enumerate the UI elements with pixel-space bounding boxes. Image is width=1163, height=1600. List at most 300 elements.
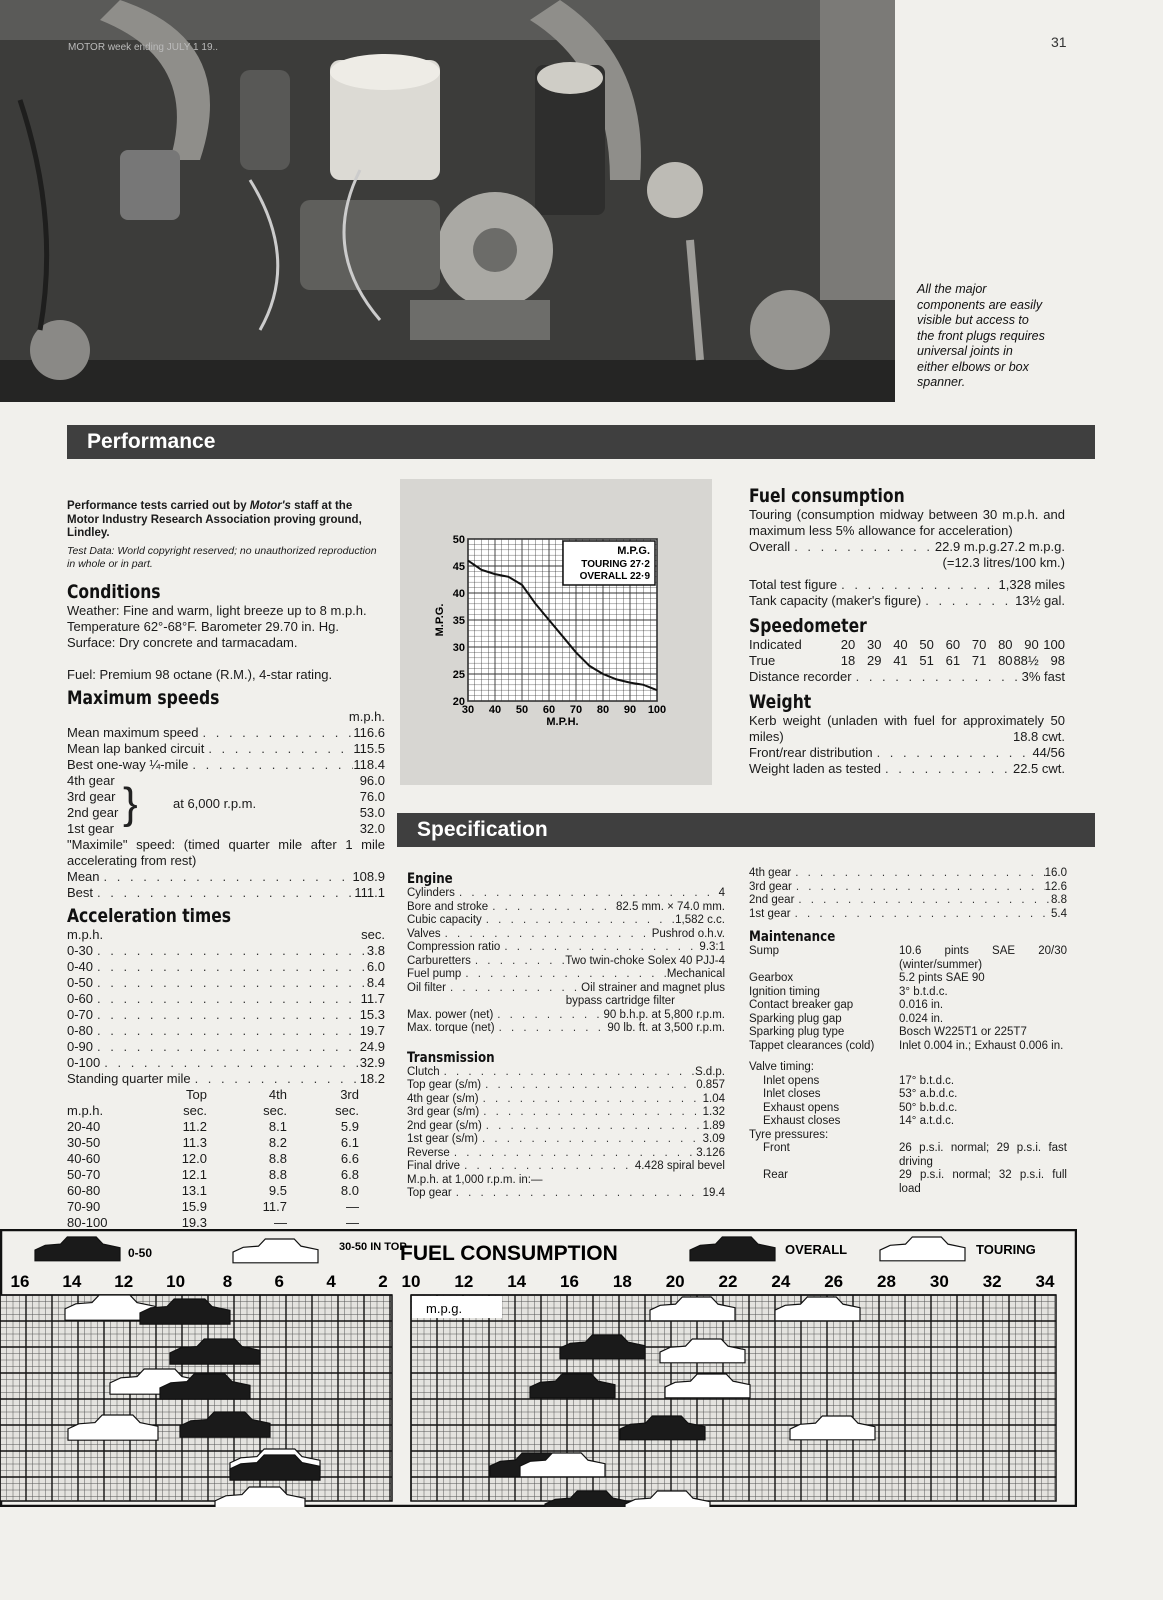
engine-row-value: 1,582 c.c. bbox=[675, 914, 725, 926]
engine-power-row-value: 90 b.h.p. at 5,800 r.p.m. bbox=[603, 1008, 725, 1021]
accel-row-value: 18.2 bbox=[359, 1070, 385, 1086]
mpg-chart-title: M.P.G. bbox=[617, 545, 650, 557]
accel-head-sec: sec. bbox=[361, 926, 385, 942]
fuel-touring-value: 27.2 m.p.g. bbox=[999, 539, 1065, 554]
accel-row-label: 0-80 bbox=[67, 1022, 94, 1038]
weight-row-value: 22.5 cwt. bbox=[1012, 761, 1065, 776]
engine-row-value: 82.5 mm. × 74.0 mm. bbox=[616, 900, 725, 913]
fuel-right-tick: 32 bbox=[982, 1272, 1002, 1291]
maximum-speeds-title: Maximum speeds bbox=[67, 686, 220, 709]
mpg-x-tick: 50 bbox=[515, 704, 529, 716]
kerb-weight bbox=[749, 713, 1065, 745]
gear-accel-cell: — bbox=[346, 1214, 359, 1230]
gear-accel-cell: 15.9 bbox=[181, 1198, 207, 1214]
dot-leader bbox=[791, 867, 1044, 881]
fuel-left-tick: 16 bbox=[10, 1272, 30, 1291]
dot-leader bbox=[500, 941, 699, 955]
accel-row-value: 3.8 bbox=[366, 942, 385, 958]
speedometer-table bbox=[749, 637, 1065, 669]
accel-row-value: 19.7 bbox=[359, 1022, 385, 1038]
speedo-indicated bbox=[749, 637, 1065, 653]
fuel-intro: Touring (consumption midway between 30 m.p.h. and maximum less 5% allowance for acceleration) bbox=[749, 507, 1065, 538]
gear-speed-row-3 bbox=[67, 821, 385, 837]
dot-leader bbox=[873, 745, 1033, 761]
fuel-right-tick: 34 bbox=[1035, 1272, 1055, 1291]
gear-accel-row-3 bbox=[67, 1167, 385, 1183]
speedo-indicated-value: 80 bbox=[998, 637, 1013, 652]
gear-speed-row-value: 76.0 bbox=[359, 788, 385, 804]
weight-rows bbox=[749, 745, 1065, 777]
gear-acceleration-table bbox=[67, 1087, 385, 1231]
dot-leader bbox=[478, 1133, 703, 1147]
transmission-row-value: 1.04 bbox=[702, 1092, 725, 1105]
weight-row-label: Front/rear distribution bbox=[749, 745, 873, 760]
dot-leader bbox=[93, 991, 361, 1007]
maximile-text: "Maximile" speed: (timed quarter mile after 1 mile accelerating from rest) bbox=[67, 836, 385, 868]
mpg-y-tick: 30 bbox=[452, 642, 465, 654]
engine-power-row-value: 90 lb. ft. at 3,500 r.p.m. bbox=[607, 1022, 725, 1034]
transmission-row-label: Reverse bbox=[407, 1146, 450, 1159]
performance-title: Performance bbox=[87, 430, 216, 453]
mpg-x-tick: 90 bbox=[623, 704, 637, 716]
speedo-true bbox=[749, 653, 1065, 669]
gear-accel-cell: 8.2 bbox=[268, 1134, 287, 1150]
max-speed-unit: m.p.h. bbox=[348, 708, 385, 724]
fuel-left-tick: 12 bbox=[114, 1272, 134, 1291]
gear-speed-row-label: 2nd gear bbox=[67, 804, 119, 820]
gear-note: at 6,000 r.p.m. bbox=[173, 795, 257, 811]
engine-power-row-label: Max. torque (net) bbox=[407, 1022, 495, 1034]
gear-accel-cell: 4th bbox=[268, 1086, 287, 1102]
top-gear-value: 19.4 bbox=[702, 1187, 725, 1199]
engine-photo-illustration bbox=[0, 0, 895, 402]
valve-value: 17° b.t.d.c. bbox=[899, 1074, 955, 1087]
engine-row-label: Compression ratio bbox=[407, 941, 501, 953]
gear-accel-cell: 20-40 bbox=[67, 1118, 101, 1134]
engine-row-label: Oil filter bbox=[407, 981, 446, 994]
dot-leader bbox=[479, 1106, 702, 1120]
acceleration-header bbox=[67, 927, 385, 943]
mpg-y-tick: 20 bbox=[452, 696, 465, 708]
gear-accel-cell: 11.2 bbox=[182, 1118, 207, 1134]
performance-banner bbox=[67, 425, 1095, 459]
transmission-title: Transmission bbox=[407, 1049, 495, 1066]
speedo-indicated-value: 100 bbox=[1043, 637, 1065, 652]
fuel-rows bbox=[749, 577, 1065, 609]
maintenance-row-label: Tappet clearances (cold) bbox=[749, 1039, 875, 1052]
accel-row-label: 0-50 bbox=[67, 974, 94, 990]
engine-row-label: Fuel pump bbox=[407, 968, 462, 980]
mpg-x-tick: 70 bbox=[569, 704, 583, 716]
valve-label: Exhaust closes bbox=[763, 1115, 841, 1127]
tyre-label: Rear bbox=[763, 1169, 788, 1181]
accel-row-label: 0-40 bbox=[67, 958, 94, 974]
fuel-row-label: Total test figure bbox=[749, 577, 838, 592]
engine-row-value: 4 bbox=[718, 887, 725, 899]
gear-ratio-row-3 bbox=[749, 908, 1067, 922]
valve-value: 53° a.b.d.c. bbox=[899, 1088, 958, 1100]
performance-intro bbox=[67, 500, 385, 541]
dot-leader bbox=[100, 869, 353, 885]
gear-speeds bbox=[67, 773, 385, 837]
speedo-true-value: 71 bbox=[971, 653, 987, 668]
fuel-right-tick: 20 bbox=[665, 1272, 685, 1291]
speedo-indicated-value: 60 bbox=[945, 637, 961, 652]
maintenance-row-label: Sparking plug gap bbox=[749, 1012, 842, 1025]
gear-ratio-rows bbox=[749, 867, 1067, 921]
engine-row-1 bbox=[407, 901, 725, 915]
max-speed-row-2 bbox=[67, 757, 385, 773]
transmission-row-0 bbox=[407, 1066, 725, 1080]
transmission-row-value: 3.09 bbox=[702, 1133, 725, 1145]
accel-row-value: 11.7 bbox=[360, 990, 385, 1006]
maintenance-row-1 bbox=[749, 972, 1067, 986]
dot-leader bbox=[100, 1055, 359, 1071]
mpg-chart bbox=[400, 479, 712, 785]
engine-power-row-label: Max. power (net) bbox=[407, 1008, 494, 1021]
speedo-indicated-value: 50 bbox=[919, 637, 934, 652]
valve-row-2 bbox=[749, 1102, 1067, 1116]
dot-leader bbox=[493, 1009, 603, 1023]
accel-row-value: 6.0 bbox=[366, 958, 385, 974]
valve-value: 14° a.t.d.c. bbox=[899, 1115, 955, 1127]
dot-leader bbox=[93, 1023, 360, 1039]
mpg-y-tick: 35 bbox=[452, 615, 465, 627]
gear-ratio-row-value: 16.0 bbox=[1044, 867, 1067, 879]
mpg-x-label: M.P.H. bbox=[546, 716, 579, 728]
dot-leader bbox=[93, 1039, 360, 1055]
accel-row-0 bbox=[67, 943, 385, 959]
mpg-y-label: M.P.G. bbox=[434, 603, 446, 637]
gear-speed-row-label: 3rd gear bbox=[67, 788, 116, 804]
gear-speed-row-label: 4th gear bbox=[67, 772, 115, 788]
accel-row-3 bbox=[67, 991, 385, 1007]
mpg-y-tick: 25 bbox=[452, 669, 465, 681]
dot-leader bbox=[488, 901, 616, 915]
accel-row-value: 15.3 bbox=[359, 1006, 385, 1022]
max-speed-row-label: Mean maximum speed bbox=[67, 724, 199, 740]
gear-accel-cell: m.p.h. bbox=[67, 1102, 104, 1118]
accel-row-1 bbox=[67, 959, 385, 975]
dot-leader bbox=[461, 968, 666, 982]
maintenance-row-value: Bosch W225T1 or 225T7 bbox=[899, 1026, 1027, 1038]
mpg-x-tick: 60 bbox=[542, 704, 556, 716]
speedometer-title: Speedometer bbox=[749, 615, 867, 637]
valve-row-0 bbox=[749, 1075, 1067, 1089]
max-speed-row-label: Mean lap banked circuit bbox=[67, 740, 205, 756]
mpg-y-tick: 45 bbox=[452, 561, 465, 573]
maintenance-row-5 bbox=[749, 1026, 1067, 1040]
fuel-right-tick: 22 bbox=[718, 1272, 738, 1291]
engine-power-row-0 bbox=[407, 1009, 725, 1023]
valve-label: Inlet closes bbox=[763, 1088, 821, 1100]
maintenance-row-value: 3° b.t.d.c. bbox=[899, 985, 948, 998]
gear-accel-row-0 bbox=[67, 1119, 385, 1135]
accel-row-value: 8.4 bbox=[366, 974, 385, 990]
fuel-right-tick: 24 bbox=[771, 1272, 791, 1291]
dot-leader bbox=[455, 887, 719, 901]
speedo-true-value: 98 bbox=[1050, 653, 1065, 668]
transmission-row-label: 3rd gear (s/m) bbox=[407, 1106, 480, 1118]
dot-leader bbox=[495, 1022, 608, 1036]
intro-part-2: staff at the Motor Industry Research Association proving ground, Lindley. bbox=[67, 500, 362, 539]
mpg-x-tick: 100 bbox=[647, 704, 667, 716]
engine-power-row-1 bbox=[407, 1022, 725, 1036]
maintenance-row-6 bbox=[749, 1040, 1067, 1054]
transmission-rows bbox=[407, 1066, 725, 1174]
gear-accel-cell: sec. bbox=[263, 1102, 287, 1118]
transmission-row-label: Final drive bbox=[407, 1160, 461, 1172]
gear-ratio-row-label: 3rd gear bbox=[749, 880, 792, 893]
engine-power-rows bbox=[407, 1009, 725, 1036]
dot-leader bbox=[482, 1120, 703, 1134]
speedo-indicated-label: Indicated bbox=[749, 637, 802, 652]
mpg-x-tick: 80 bbox=[596, 704, 610, 716]
maintenance-row-value: 0.016 in. bbox=[899, 999, 944, 1011]
weight-row-label: Weight laden as tested bbox=[749, 761, 882, 776]
transmission-row-label: 4th gear (s/m) bbox=[407, 1092, 479, 1105]
gear-accel-row-2 bbox=[67, 1151, 385, 1167]
dot-leader bbox=[837, 577, 998, 593]
weight-row-1 bbox=[749, 761, 1065, 777]
transmission-row-value: 0.857 bbox=[696, 1079, 725, 1091]
engine-row-4 bbox=[407, 941, 725, 955]
accel-row-label: 0-100 bbox=[67, 1054, 101, 1070]
accel-row-6 bbox=[67, 1039, 385, 1055]
gear-ratio-row-2 bbox=[749, 894, 1067, 908]
maintenance-row-value: 10.6 pints SAE 20/30 (winter/summer) bbox=[899, 945, 1067, 971]
engine-row-label: Bore and stroke bbox=[407, 900, 489, 913]
weight-row-0 bbox=[749, 745, 1065, 761]
maintenance-row-2 bbox=[749, 986, 1067, 1000]
fuel-chart-title: FUEL CONSUMPTION bbox=[400, 1242, 618, 1265]
fuel-consumption-title: Fuel consumption bbox=[749, 485, 905, 507]
fuel-left-tick: 6 bbox=[274, 1272, 285, 1291]
dot-leader bbox=[440, 1066, 695, 1080]
maximile-row-1 bbox=[67, 885, 385, 901]
gear-accel-row-5 bbox=[67, 1199, 385, 1215]
transmission-row-label: 1st gear (s/m) bbox=[407, 1133, 478, 1145]
engine-row-0 bbox=[407, 887, 725, 901]
legend-30-50-in-top: 30-50 IN TOP bbox=[339, 1241, 407, 1253]
gear-ratio-row-value: 8.8 bbox=[1051, 894, 1067, 906]
oil-filter-extra: bypass cartridge filter bbox=[565, 995, 675, 1007]
specification-banner bbox=[397, 813, 1095, 847]
maintenance-row-value: 0.024 in. bbox=[899, 1012, 944, 1025]
accel-row-2 bbox=[67, 975, 385, 991]
fuel-overall-value: 22.9 m.p.g. bbox=[934, 539, 1000, 554]
valve-label: Inlet opens bbox=[763, 1074, 820, 1087]
tyre-value: 29 p.s.i. normal; 32 p.s.i. full load bbox=[899, 1169, 1067, 1195]
accel-row-label: 0-30 bbox=[67, 942, 94, 958]
intro-motor: Motor's bbox=[249, 500, 291, 512]
transmission-row-value: 4.428 spiral bevel bbox=[634, 1160, 725, 1172]
max-speed-row-1 bbox=[67, 741, 385, 757]
photo-caption: All the major components are easily visible but access to the front plugs requires universal joints in either elbows or box spanner. bbox=[917, 282, 1045, 389]
conditions-line-2: Surface: Dry concrete and tarmacadam. bbox=[67, 634, 298, 650]
speedo-true-value: 18 bbox=[840, 653, 856, 668]
transmission-row-5 bbox=[407, 1133, 725, 1147]
engine-row-value: Oil strainer and magnet plus bbox=[581, 981, 725, 994]
maintenance-rows bbox=[749, 945, 1067, 1053]
gear-speed-row-0 bbox=[67, 773, 385, 789]
dot-leader bbox=[471, 955, 565, 969]
accel-head-mph: m.p.h. bbox=[67, 926, 104, 942]
gear-accel-cell: — bbox=[346, 1198, 359, 1214]
fuel-left-tick: 10 bbox=[166, 1272, 186, 1291]
fuel-overall-label: Overall bbox=[749, 539, 791, 554]
valve-label: Exhaust opens bbox=[763, 1101, 840, 1114]
legend-touring: TOURING bbox=[976, 1242, 1036, 1257]
gear-accel-cell: 30-50 bbox=[67, 1134, 101, 1150]
dot-leader bbox=[794, 894, 1051, 908]
transmission-row-label: Clutch bbox=[407, 1065, 440, 1078]
distance-label: Distance recorder bbox=[749, 669, 852, 684]
transmission-row-4 bbox=[407, 1120, 725, 1134]
gear-accel-cell: 12.0 bbox=[181, 1150, 207, 1166]
engine-row-value: Mechanical bbox=[666, 968, 725, 980]
speedo-true-value: 88½ bbox=[1013, 653, 1039, 668]
maximile-row-value: 111.1 bbox=[354, 884, 385, 900]
maintenance-row-label: Sump bbox=[749, 945, 780, 957]
dot-leader bbox=[441, 928, 652, 942]
fuel-row-value: 13½ gal. bbox=[1015, 593, 1065, 608]
conditions-line-0: Weather: Fine and warm, light breeze up to 8 m.p.h. bbox=[67, 602, 367, 618]
transmission-row-value: 1.89 bbox=[702, 1119, 725, 1132]
speedo-indicated-value: 90 bbox=[1024, 637, 1039, 652]
accel-row-4 bbox=[67, 1007, 385, 1023]
valve-value: 50° b.b.d.c. bbox=[899, 1101, 958, 1114]
dot-leader bbox=[446, 982, 581, 996]
max-speed-row-value: 115.5 bbox=[353, 740, 385, 756]
dot-leader bbox=[460, 1160, 635, 1174]
max-speed-row-value: 116.6 bbox=[353, 724, 385, 740]
conditions-title: Conditions bbox=[67, 580, 161, 603]
gear-accel-cell: 8.0 bbox=[340, 1182, 359, 1198]
kerb-value: 18.8 cwt. bbox=[1012, 729, 1065, 744]
transmission-row-label: 2nd gear (s/m) bbox=[407, 1119, 482, 1132]
speedo-indicated-value: 30 bbox=[866, 637, 882, 652]
engine-row-3 bbox=[407, 928, 725, 942]
maximile-row-value: 108.9 bbox=[352, 868, 385, 884]
gear-accel-cell: 70-90 bbox=[67, 1198, 101, 1214]
fuel-right-tick: 28 bbox=[877, 1272, 896, 1291]
spec-column-2 bbox=[749, 867, 1067, 1196]
engine-row-6 bbox=[407, 968, 725, 982]
gear-accel-cell: 60-80 bbox=[67, 1182, 101, 1198]
fuel-right-tick: 26 bbox=[824, 1272, 844, 1291]
acceleration-rows bbox=[67, 943, 385, 1087]
maintenance-row-value: Inlet 0.004 in.; Exhaust 0.006 in. bbox=[899, 1039, 1064, 1052]
max-speed-row-label: Best one-way ¼-mile bbox=[67, 756, 189, 772]
maximile-rows bbox=[67, 869, 385, 901]
valve-timing-label: Valve timing: bbox=[749, 1061, 814, 1073]
fuel-right-axis-label: m.p.g. bbox=[426, 1301, 463, 1316]
dot-leader bbox=[881, 761, 1013, 777]
speedo-true-value: 41 bbox=[893, 653, 908, 668]
transmission-row-7 bbox=[407, 1160, 725, 1174]
engine-row-7 bbox=[407, 982, 725, 996]
gear-accel-cell: 8.8 bbox=[268, 1166, 287, 1182]
gear-accel-header bbox=[67, 1087, 385, 1103]
speedo-true-value: 51 bbox=[919, 653, 934, 668]
engine-row-5 bbox=[407, 955, 725, 969]
tyre-rows bbox=[749, 1142, 1067, 1196]
accel-row-8 bbox=[67, 1071, 385, 1087]
valve-timing-rows bbox=[749, 1075, 1067, 1129]
tyre-value: 26 p.s.i. normal; 29 p.s.i. fast driving bbox=[899, 1142, 1067, 1168]
engine-row-value: 9.3:1 bbox=[699, 941, 725, 953]
specification-title: Specification bbox=[417, 818, 548, 841]
gear-speed-row-value: 53.0 bbox=[359, 804, 385, 820]
gear-accel-cell: 9.5 bbox=[268, 1182, 287, 1198]
fuel-right-tick: 16 bbox=[560, 1272, 579, 1291]
distance-recorder-row bbox=[749, 669, 1065, 685]
fuel-chart-svg bbox=[0, 1229, 1077, 1507]
engine-row-label: Carburetters bbox=[407, 954, 471, 967]
kerb-text: Kerb weight (unladen with fuel for approximately 50 miles) bbox=[749, 713, 1065, 744]
fuel-overall-litres: (=12.3 litres/100 km.) bbox=[942, 555, 1065, 570]
mpg-x-tick: 40 bbox=[488, 704, 502, 716]
maintenance-row-4 bbox=[749, 1013, 1067, 1027]
dot-leader bbox=[482, 914, 675, 928]
gear-accel-cell: 8.8 bbox=[268, 1150, 287, 1166]
gear-accel-cell: — bbox=[274, 1214, 287, 1230]
speedo-indicated-value: 40 bbox=[893, 637, 908, 652]
engine-rows bbox=[407, 887, 725, 995]
dot-leader bbox=[191, 1071, 360, 1087]
speedo-true-value: 61 bbox=[945, 653, 961, 668]
tyre-label: Front bbox=[763, 1142, 790, 1154]
gear-accel-row-4 bbox=[67, 1183, 385, 1199]
max-speed-row-0 bbox=[67, 725, 385, 741]
transmission-row-1 bbox=[407, 1079, 725, 1093]
engine-row-label: Valves bbox=[407, 927, 441, 940]
maximile-row-label: Mean bbox=[67, 868, 100, 884]
gear-accel-cell: Top bbox=[186, 1086, 207, 1102]
top-gear-row bbox=[407, 1187, 725, 1201]
fuel-consumption-chart bbox=[0, 1229, 1077, 1507]
maintenance-row-label: Ignition timing bbox=[749, 985, 820, 998]
dot-leader bbox=[93, 885, 354, 901]
transmission-row-3 bbox=[407, 1106, 725, 1120]
fuel-left-tick: 14 bbox=[62, 1272, 82, 1291]
mph-per-1000: M.p.h. at 1,000 r.p.m. in:— bbox=[407, 1173, 543, 1186]
gear-accel-cell: sec. bbox=[183, 1102, 207, 1118]
fuel-left-tick: 4 bbox=[326, 1272, 336, 1291]
speedo-indicated-value: 70 bbox=[971, 637, 987, 652]
gear-ratio-row-value: 12.6 bbox=[1044, 880, 1067, 893]
fuel-left-tick: 2 bbox=[378, 1272, 388, 1291]
gear-accel-units bbox=[67, 1103, 385, 1119]
gear-accel-cell: 6.1 bbox=[340, 1134, 359, 1150]
dot-leader bbox=[204, 741, 353, 757]
weight-row-value: 44/56 bbox=[1032, 745, 1065, 760]
accel-row-5 bbox=[67, 1023, 385, 1039]
fuel-right-tick: 12 bbox=[454, 1272, 474, 1291]
maintenance-row-label: Sparking plug type bbox=[749, 1026, 845, 1038]
maintenance-row-label: Contact breaker gap bbox=[749, 999, 854, 1011]
page-number: 31 bbox=[1051, 34, 1067, 50]
mpg-y-tick: 50 bbox=[452, 534, 465, 546]
mpg-annotation: OVERALL 22·9 bbox=[579, 571, 650, 582]
gear-speed-row-value: 96.0 bbox=[359, 772, 385, 788]
dot-leader bbox=[93, 1007, 360, 1023]
engine-row-label: Cylinders bbox=[407, 887, 455, 899]
accel-row-value: 24.9 bbox=[359, 1038, 385, 1054]
test-data-note: Test Data: World copyright reserved; no unauthorized reproduction in whole or in part. bbox=[67, 544, 377, 570]
gear-accel-cell: 6.6 bbox=[340, 1150, 359, 1166]
